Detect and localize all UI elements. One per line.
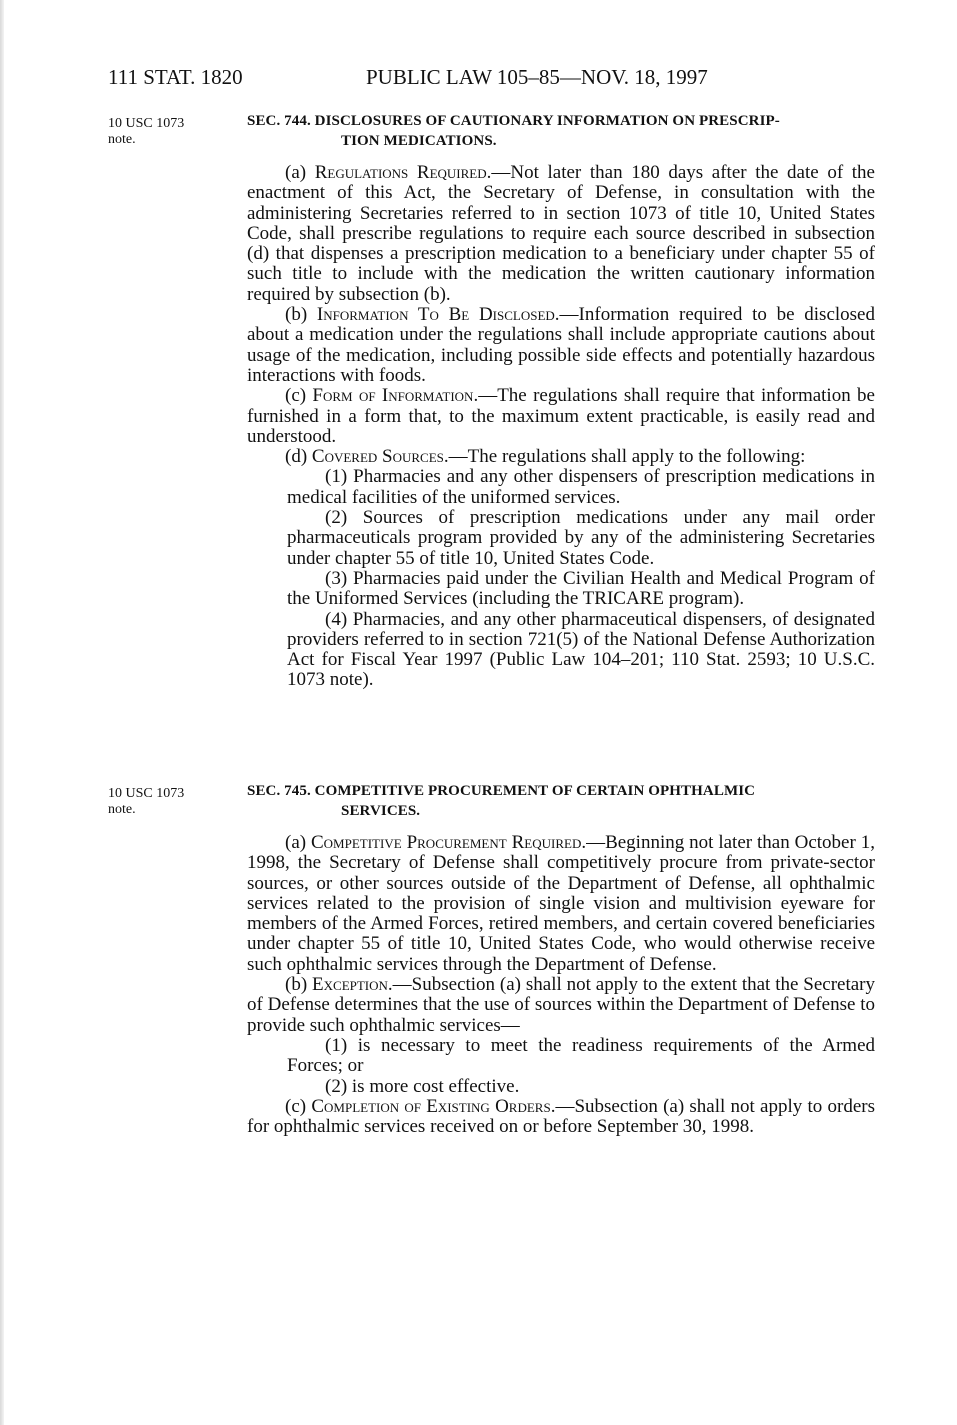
clause-3: (3) Pharmacies paid under the Civilian Health and Medical Program of the Uniformed Services (including the TRICARE program). <box>287 567 875 610</box>
clause-1: (1) Pharmacies and any other dispensers of prescription medications in medical facilities of the uniformed services. <box>287 466 875 508</box>
subsection-text: —The regulations shall require that information be furnished in a form that, to the maximum extent practicable, is easily read and understood. <box>247 385 875 447</box>
margin-note-sec-744: 10 USC 1073 note. <box>108 116 185 147</box>
subsection-text: —Not later than 180 days after the date of the enactment of this Act, the Secretary of Defense, in consultation with the administering Secretaries referred to in section 1073 of title 10, United States Code, shall prescribe regulations to require each source described in subsection (d) that dispenses a prescription medication to a beneficiary under chapter 55 of such title to include with the medication the written cautionary information required by subsection (b). <box>247 162 875 305</box>
subsection-caption: Form of Information. <box>312 385 479 407</box>
section-heading <box>247 111 875 151</box>
law-and-date: PUBLIC LAW 105–85—NOV. 18, 1997 <box>366 65 708 89</box>
section-heading-line1: SEC. 745. COMPETITIVE PROCUREMENT OF CERTAIN OPHTHALMIC <box>247 783 756 799</box>
margin-note-sec-745: 10 USC 1073 note. <box>108 786 185 817</box>
page-number: 111 STAT. 1820 <box>108 65 243 89</box>
subsection-b <box>247 305 875 386</box>
clause-2: (2) Sources of prescription medications under any mail order pharmaceuticals program provided by any of the administering Secretaries under chapter 55 of title 10, United States Code. <box>287 507 875 569</box>
subsection-caption: Exception. <box>312 974 393 996</box>
subsection-c <box>247 386 875 447</box>
subsection-text: —Information required to be disclosed about a medication under the regulations shall include appropriate cautions about usage of the medication, including possible side effects and potentially hazardous interactions with foods. <box>247 304 875 386</box>
subsection-label: (b) <box>285 974 313 996</box>
subsection-text: —The regulations shall apply to the following: <box>448 446 806 468</box>
subsection-a <box>247 833 875 975</box>
subsection-text: —Subsection (a) shall not apply to the extent that the Secretary of Defense determines that the use of sources within the Department of Defense to provide such ophthalmic services— <box>247 974 876 1036</box>
section-heading-line2: TION MEDICATIONS. <box>341 133 497 149</box>
section-heading-line1: SEC. 744. DISCLOSURES OF CAUTIONARY INFORMATION ON PRESCRIP- <box>247 113 780 129</box>
subsection-b <box>247 975 875 1036</box>
subsection-caption: Regulations Required. <box>314 162 492 183</box>
subsection-caption: Competitive Procurement Required. <box>311 832 587 853</box>
subsection-d <box>247 447 875 467</box>
section-744 <box>247 111 875 691</box>
subsection-label: (a) <box>285 162 315 183</box>
subsection-label: (d) <box>285 446 312 468</box>
subsection-caption: Information To Be Disclosed. <box>316 304 560 326</box>
clause-4: (4) Pharmacies, and any other pharmaceutical dispensers, of designated providers referred to in section 721(5) of the National Defense Authorization Act for Fiscal Year 1997 (Public Law 104–201; 110 Stat. 2593; 10 U.S.C. 1073 note). <box>287 608 875 691</box>
section-heading-line2: SERVICES. <box>341 803 421 819</box>
section-heading <box>247 781 875 821</box>
subsection-caption: Completion of Existing Orders. <box>311 1095 556 1117</box>
subsection-text: —Subsection (a) shall not apply to orders for ophthalmic services received on or before September 30, 1998. <box>247 1095 876 1138</box>
subsection-label: (c) <box>285 1095 312 1117</box>
subsection-c <box>247 1097 875 1138</box>
scan-edge <box>0 0 4 1425</box>
subsection-text: —Beginning not later than October 1, 1998, the Secretary of Defense shall competitively procure from private-sector sources, or other sources outside of the Department of Defense, all ophthalmic services related to the provision of single vision and multivision eyeware for members of the Armed Forces, retired members, and certain covered beneficiaries under chapter 55 of title 10, United States Code, who would otherwise receive such ophthalmic services through the Department of Defense. <box>247 832 875 975</box>
subsection-caption: Covered Sources. <box>311 446 449 468</box>
subsection-label: (a) <box>285 832 311 853</box>
subsection-a <box>247 163 875 305</box>
section-745 <box>247 781 875 1137</box>
subsection-label: (b) <box>285 304 317 326</box>
running-head <box>108 62 878 92</box>
clause-2: (2) is more cost effective. <box>325 1075 520 1097</box>
clause-1: (1) is necessary to meet the readiness requirements of the Armed Forces; or <box>287 1034 875 1077</box>
subsection-label: (c) <box>285 385 313 407</box>
